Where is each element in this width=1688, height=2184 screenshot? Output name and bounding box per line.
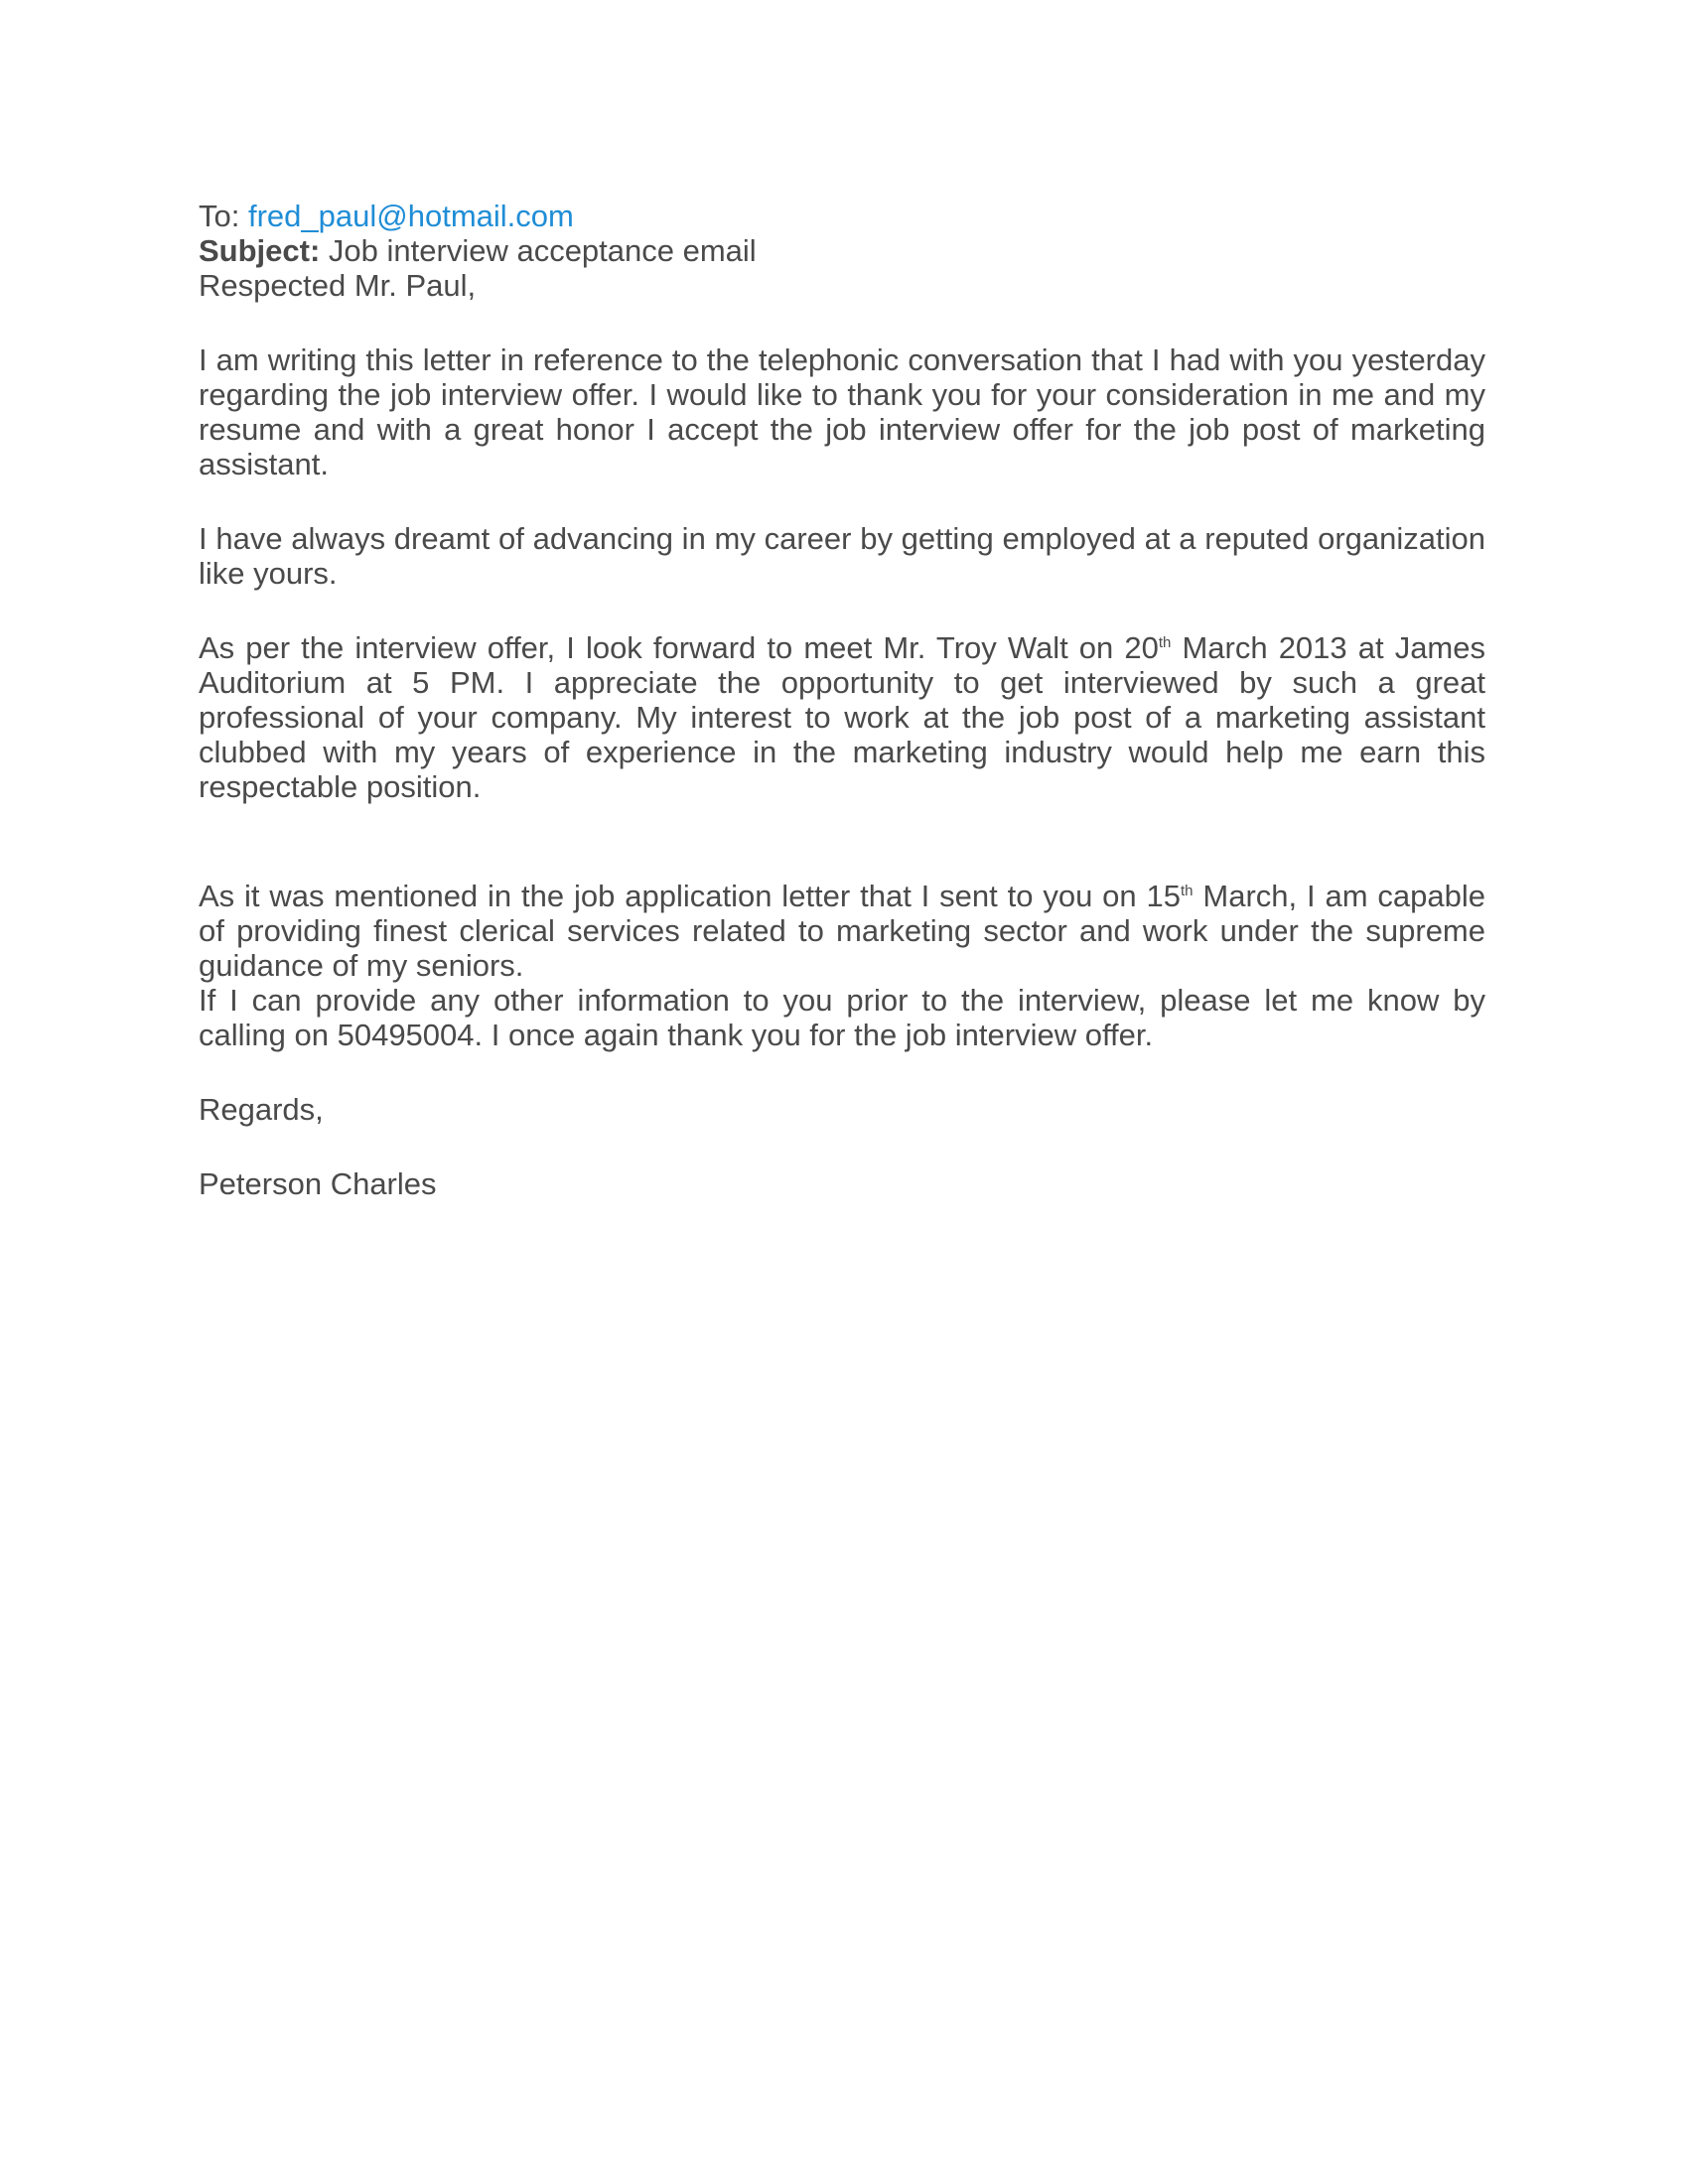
- paragraph-1: I am writing this letter in reference to the telephonic conversation that I had with you yesterday regarding the job interview offer. I would like to thank you for your consideration in me and my resume and with a great honor I accept the job interview offer for the job post of marketing assistant.: [199, 342, 1485, 481]
- subject-text: Job interview acceptance email: [328, 233, 757, 268]
- paragraph-5: If I can provide any other information to you prior to the interview, please let me know by calling on 50495004. I once again thank you for the job interview offer.: [199, 983, 1485, 1052]
- salutation: Respected Mr. Paul,: [199, 268, 477, 303]
- paragraph-3: [199, 630, 1485, 804]
- recipient-email-link[interactable]: fred_paul@hotmail.com: [247, 199, 574, 233]
- paragraph-4-part-a: As it was mentioned in the job application letter that I sent to you on 15: [199, 879, 1182, 913]
- paragraph-3-part-a: As per the interview offer, I look forward to meet Mr. Troy Walt on 20: [199, 630, 1159, 665]
- signature-name: Peterson Charles: [199, 1166, 437, 1201]
- paragraph-3-part-b: March 2013 at James Auditorium at 5 PM. I appreciate the opportunity to get interviewed by such a great professional of your company. My interest to work at the job post of a marketing assistant clubbed with my years of experience in the marketing industry would help me earn this respectable position.: [199, 630, 1485, 804]
- paragraph-4: [199, 879, 1485, 983]
- to-label: To:: [199, 199, 240, 233]
- subject-label: Subject:: [199, 233, 321, 268]
- closing-regards: Regards,: [199, 1092, 324, 1127]
- letter: [199, 199, 1485, 1201]
- ordinal-suffix: th: [1181, 883, 1194, 899]
- subject-line: [199, 233, 1485, 268]
- paragraph-2: I have always dreamt of advancing in my career by getting employed at a reputed organization like yours.: [199, 521, 1485, 591]
- paragraph-4-part-b: March, I am capable of providing finest clerical services related to marketing sector and work under the supreme guidance of my seniors.: [199, 879, 1486, 983]
- to-line: [199, 199, 1485, 233]
- ordinal-suffix: th: [1158, 634, 1172, 651]
